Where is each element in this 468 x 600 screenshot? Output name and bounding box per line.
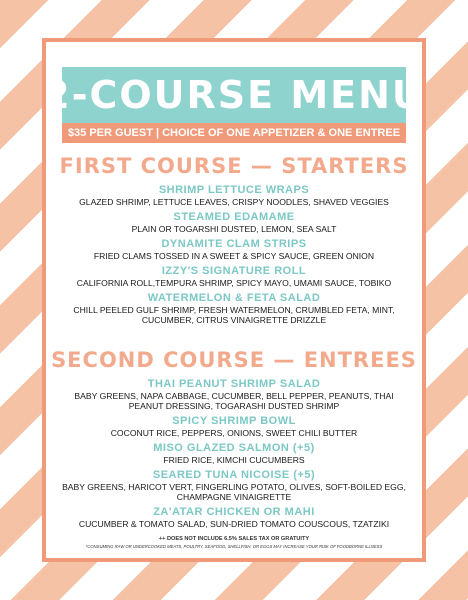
menu-item [58,265,410,288]
item-name: WATERMELON & FETA SALAD [147,292,321,304]
item-description: CALIFORNIA ROLL,TEMPURA SHRIMP, SPICY MAYO, UMAMI SAUCE, TOBIKO [76,278,392,288]
menu-item [58,378,410,411]
item-description: BABY GREENS, HARICOT VERT, FINGERLING POTATO, OLIVES, SOFT-BOILED EGG, CHAMPAGNE VINAIGRETTE [62,482,406,502]
menu-item [58,506,410,529]
item-description: FRIED CLAMS TOSSED IN A SWEET & SPICY SAUCE, GREEN ONION [93,251,375,261]
menu-subtitle: $35 PER GUEST | CHOICE OF ONE APPETIZER & ONE ENTREE [67,127,401,139]
item-name: STEAMED EDAMAME [173,211,295,223]
item-description: BABY GREENS, NAPA CABBAGE, CUCUMBER, BELL PEPPER, PEANUTS, THAI PEANUT DRESSING, TOGARASHI DUSTED SHRIMP [74,391,394,411]
item-description: COCONUT RICE, PEPPERS, ONIONS, SWEET CHILI BUTTER [110,428,358,438]
item-name: THAI PEANUT SHRIMP SALAD [147,378,321,390]
item-name: DYNAMITE CLAM STRIPS [161,238,307,250]
first-course-list [58,184,410,329]
item-description: PLAIN OR TOGARSHI DUSTED, LEMON, SEA SALT [131,224,337,234]
price-bar [62,123,406,143]
item-name: SHRIMP LETTUCE WRAPS [158,184,310,196]
item-name: SPICY SHRIMP BOWL [172,415,296,427]
item-description: GLAZED SHRIMP, LETTUCE LEAVES, CRISPY NOODLES, SHAVED VEGGIES [79,197,389,207]
item-description: FRIED RICE, KIMCHI CUCUMBERS [163,455,305,465]
menu-item [58,184,410,207]
item-name: ZA'ATAR CHICKEN OR MAHI [153,506,315,518]
menu-item [58,292,410,325]
title-banner [43,67,425,123]
second-course-title: SECOND COURSE — ENTREES [51,348,417,372]
menu-item [58,238,410,261]
menu-title: 2-COURSE MENU [43,73,425,117]
second-course-list [58,378,410,533]
menu-card [42,38,426,562]
menu-item [58,211,410,234]
item-description: CHILL PEELED GULF SHRIMP, FRESH WATERMELON, CRUMBLED FETA, MINT, CUCUMBER, CITRUS VINAIGRETTE DRIZZLE [73,305,395,325]
menu-item [58,415,410,438]
menu-item [58,469,410,502]
foodborne-warning: *CONSUMING RAW OR UNDERCOOKED MEATS, POULTRY, SEAFOOD, SHELLFISH, OR EGGS MAY INCREASE YOUR RISK OF FOODBORNE ILLNESS [85,544,383,549]
item-name: IZZY'S SIGNATURE ROLL [161,265,307,277]
first-course-title: FIRST COURSE — STARTERS [59,154,409,178]
item-name: SEARED TUNA NICOISE (+5) [152,469,316,481]
tax-note: ++ DOES NOT INCLUDE 6.5% SALES TAX OR GRATUITY [158,536,310,542]
menu-item [58,442,410,465]
item-name: MISO GLAZED SALMON (+5) [153,442,315,454]
item-description: CUCUMBER & TOMATO SALAD, SUN-DRIED TOMATO COUSCOUS, TZATZIKI [78,519,390,529]
